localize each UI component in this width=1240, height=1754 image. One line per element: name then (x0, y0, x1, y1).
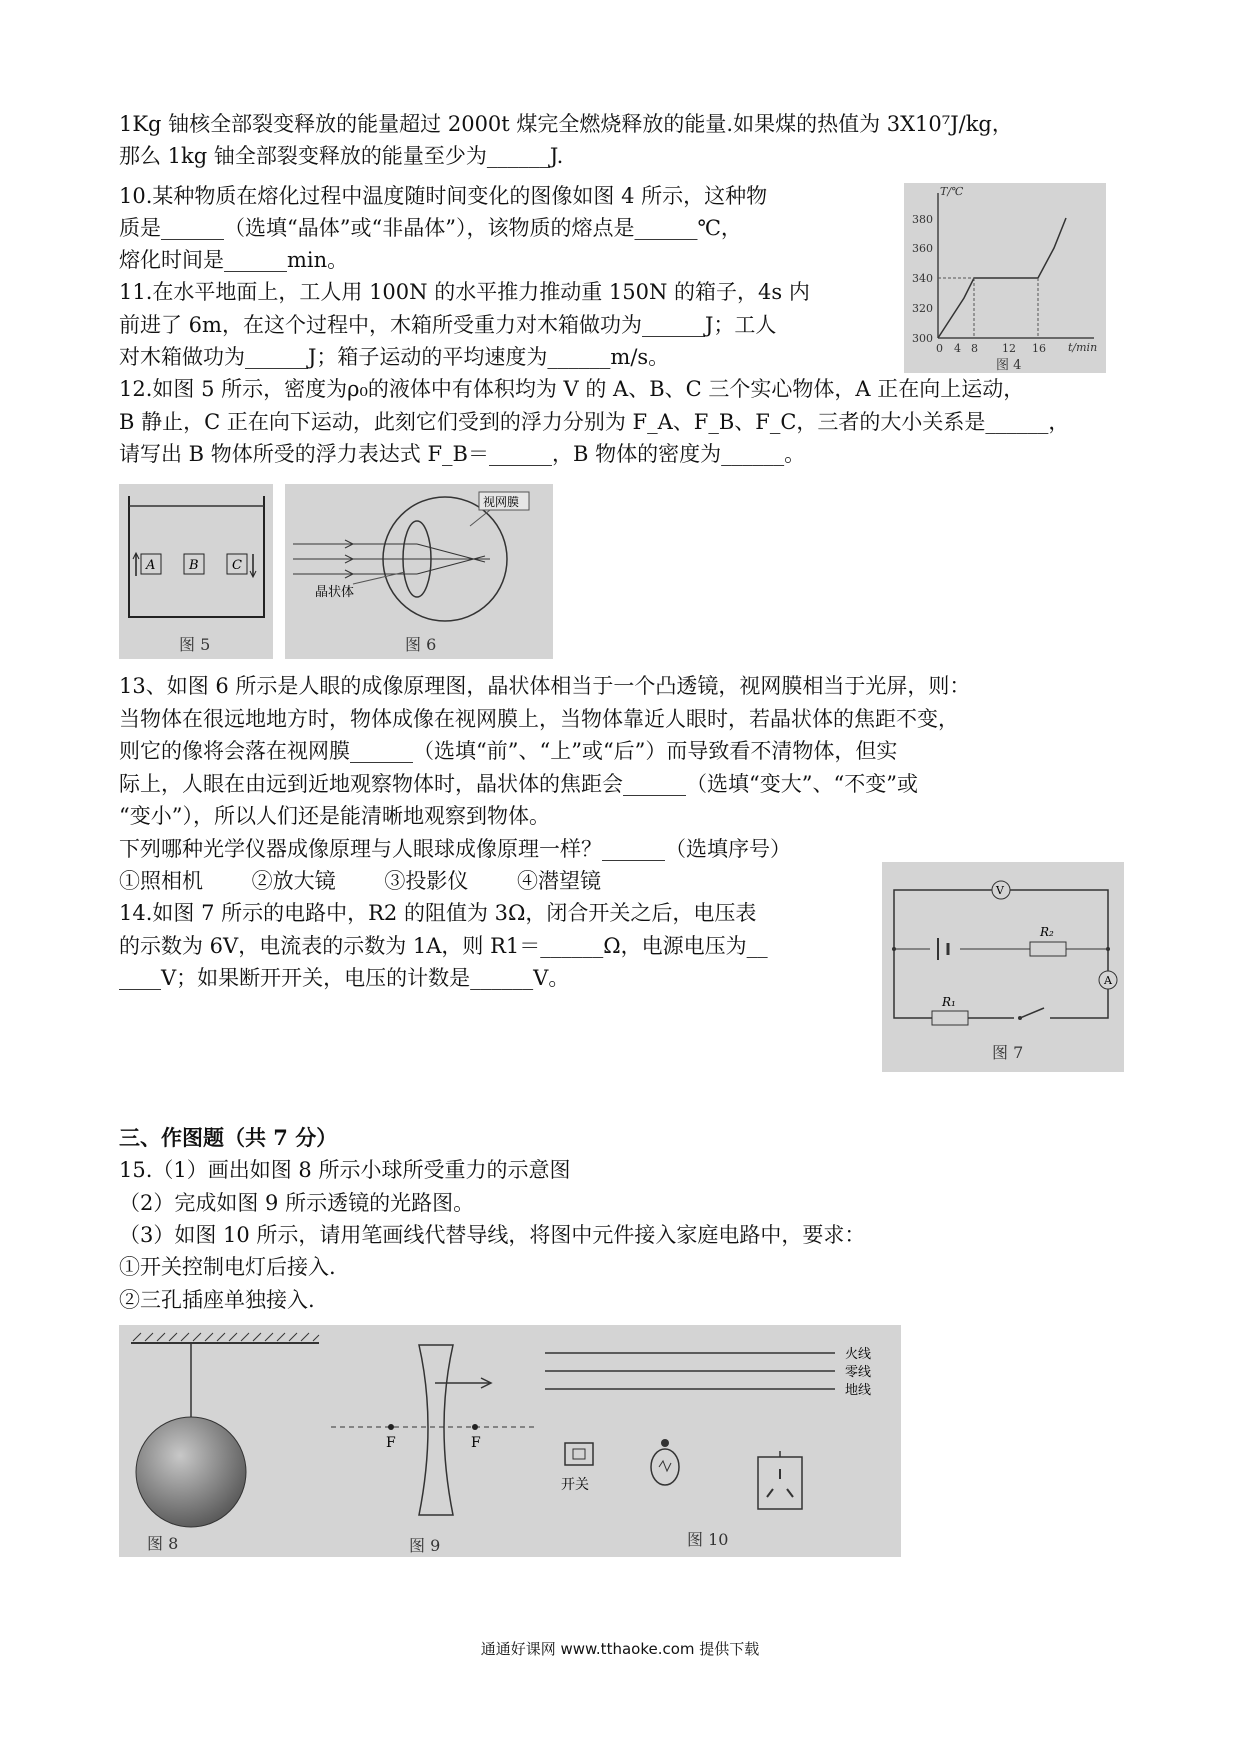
question-13: 13、如图 6 所示是人眼的成像原理图，晶状体相当于一个凸透镜，视网膜相当于光屏，则： (119, 674, 971, 698)
fig4-xtick: 8 (971, 342, 978, 355)
text-line-20: 的示数为 6V，电流表的示数为 1A，则 R1＝______Ω，电源电压为__ (119, 934, 768, 958)
text-line-10: B 静止，C 正在向下运动，此刻它们受到的浮力分别为 F_A、F_B、F_C，三者的大小关系是______， (119, 410, 1070, 434)
fig9-caption: 图 9 (409, 1536, 441, 1555)
page-footer: 通通好课网 www.tthaoke.com 提供下载 (480, 1640, 760, 1658)
text-line-2: 那么 1kg 铀全部裂变释放的能量至少为______J. (119, 144, 564, 168)
question-14: 14.如图 7 所示的电路中，R2 的阻值为 3Ω，闭合开关之后，电压表 (119, 901, 757, 925)
fig6-retina-label: 视网膜 (483, 495, 520, 509)
text-line-26: ①开关控制电灯后接入. (119, 1255, 336, 1279)
fig10-switch-label: 开关 (561, 1477, 589, 1493)
text-line-15: 际上，人眼在由远到近地观察物体时，晶状体的焦距会______（选填“变大”、“不变”或 (119, 772, 918, 796)
fig7-voltmeter: V (996, 884, 1004, 897)
fig4-xtick: 16 (1032, 342, 1046, 355)
fig4-ytick: 320 (912, 302, 933, 315)
fig4-ytick: 380 (912, 213, 933, 226)
figure-6 (285, 484, 553, 659)
text-line-21: ____V；如果断开开关，电压的计数是______V。 (119, 966, 570, 990)
fig9-focus-right: F (471, 1435, 481, 1451)
figure-5 (119, 484, 273, 659)
fig5-caption: 图 5 (179, 635, 211, 654)
fig10-neutral-wire: 零线 (845, 1365, 872, 1380)
text-line-11: 请写出 B 物体所受的浮力表达式 F_B＝______，B 物体的密度为______。 (119, 442, 806, 466)
figure-9 (331, 1325, 535, 1557)
text-line-13: 当物体在很远地地方时，物体成像在视网膜上，当物体靠近人眼时，若晶状体的焦距不变， (119, 707, 959, 731)
question-12: 12.如图 5 所示，密度为ρ₀的液体中有体积均为 V 的 A、B、C 三个实心物体，A 正在向上运动， (119, 377, 1025, 401)
fig4-ytick: 300 (912, 332, 933, 345)
text-line-4: 质是______（选填“晶体”或“非晶体”），该物质的熔点是______℃， (119, 216, 742, 240)
fig5-label-b: B (189, 558, 199, 573)
text-line-27: ②三孔插座单独接入. (119, 1288, 315, 1312)
figure-10 (535, 1325, 901, 1557)
text-line-25: （3）如图 10 所示，请用笔画线代替导线，将图中元件接入家庭电路中，要求： (119, 1223, 866, 1247)
fig6-caption: 图 6 (405, 635, 437, 654)
fig4-ylabel: T/℃ (940, 185, 964, 198)
text-line-16: “变小”），所以人们还是能清晰地观察到物体。 (119, 804, 550, 828)
figure-8 (119, 1325, 331, 1557)
fig4-caption: 图 4 (996, 358, 1022, 373)
fig9-focus-left: F (386, 1435, 396, 1451)
fig5-label-a: A (146, 558, 156, 573)
question-15: 15.（1）画出如图 8 所示小球所受重力的示意图 (119, 1158, 571, 1182)
fig7-r1-label: R₁ (942, 995, 956, 1009)
figure-7 (882, 862, 1124, 1072)
section-3-heading: 三、作图题（共 7 分） (119, 1125, 338, 1150)
fig4-xtick: 0 (936, 342, 943, 355)
fig5-label-c: C (232, 558, 242, 573)
fig7-ammeter: A (1104, 974, 1112, 987)
fig4-xlabel: t/min (1068, 341, 1098, 354)
fig8-caption: 图 8 (147, 1534, 179, 1553)
text-line-7: 前进了 6m，在这个过程中，木箱所受重力对木箱做功为______J；工人 (119, 313, 777, 337)
text-line-1: 1Kg 铀核全部裂变释放的能量超过 2000t 煤完全燃烧释放的能量.如果煤的热值为 3X10⁷J/kg， (119, 112, 1013, 136)
fig10-ground-wire: 地线 (845, 1383, 872, 1398)
fig7-r2-label: R₂ (1040, 925, 1054, 939)
text-line-14: 则它的像将会落在视网膜______（选填“前”、“上”或“后”）而导致看不清物体，但实 (119, 739, 898, 763)
text-line-17: 下列哪种光学仪器成像原理与人眼球成像原理一样？______（选填序号） (119, 837, 791, 861)
text-line-8: 对木箱做功为______J；箱子运动的平均速度为______m/s。 (119, 345, 670, 369)
question-10: 10.某种物质在熔化过程中温度随时间变化的图像如图 4 所示，这种物 (119, 184, 768, 208)
fig4-ytick: 340 (912, 272, 933, 285)
text-line-24: （2）完成如图 9 所示透镜的光路图。 (119, 1191, 475, 1215)
fig10-caption: 图 10 (687, 1530, 729, 1549)
question-11: 11.在水平地面上，工人用 100N 的水平推力推动重 150N 的箱子，4s 内 (119, 280, 810, 304)
fig7-caption: 图 7 (992, 1043, 1024, 1062)
figure-4 (904, 183, 1106, 373)
fig4-xtick: 4 (954, 342, 961, 355)
fig10-live-wire: 火线 (845, 1347, 872, 1362)
fig6-lens-label: 晶状体 (315, 585, 355, 600)
fig4-ytick: 360 (912, 242, 933, 255)
text-line-5: 熔化时间是______min。 (119, 248, 349, 272)
fig4-xtick: 12 (1002, 342, 1016, 355)
options-line: ①照相机 ②放大镜 ③投影仪 ④潜望镜 (119, 869, 602, 893)
